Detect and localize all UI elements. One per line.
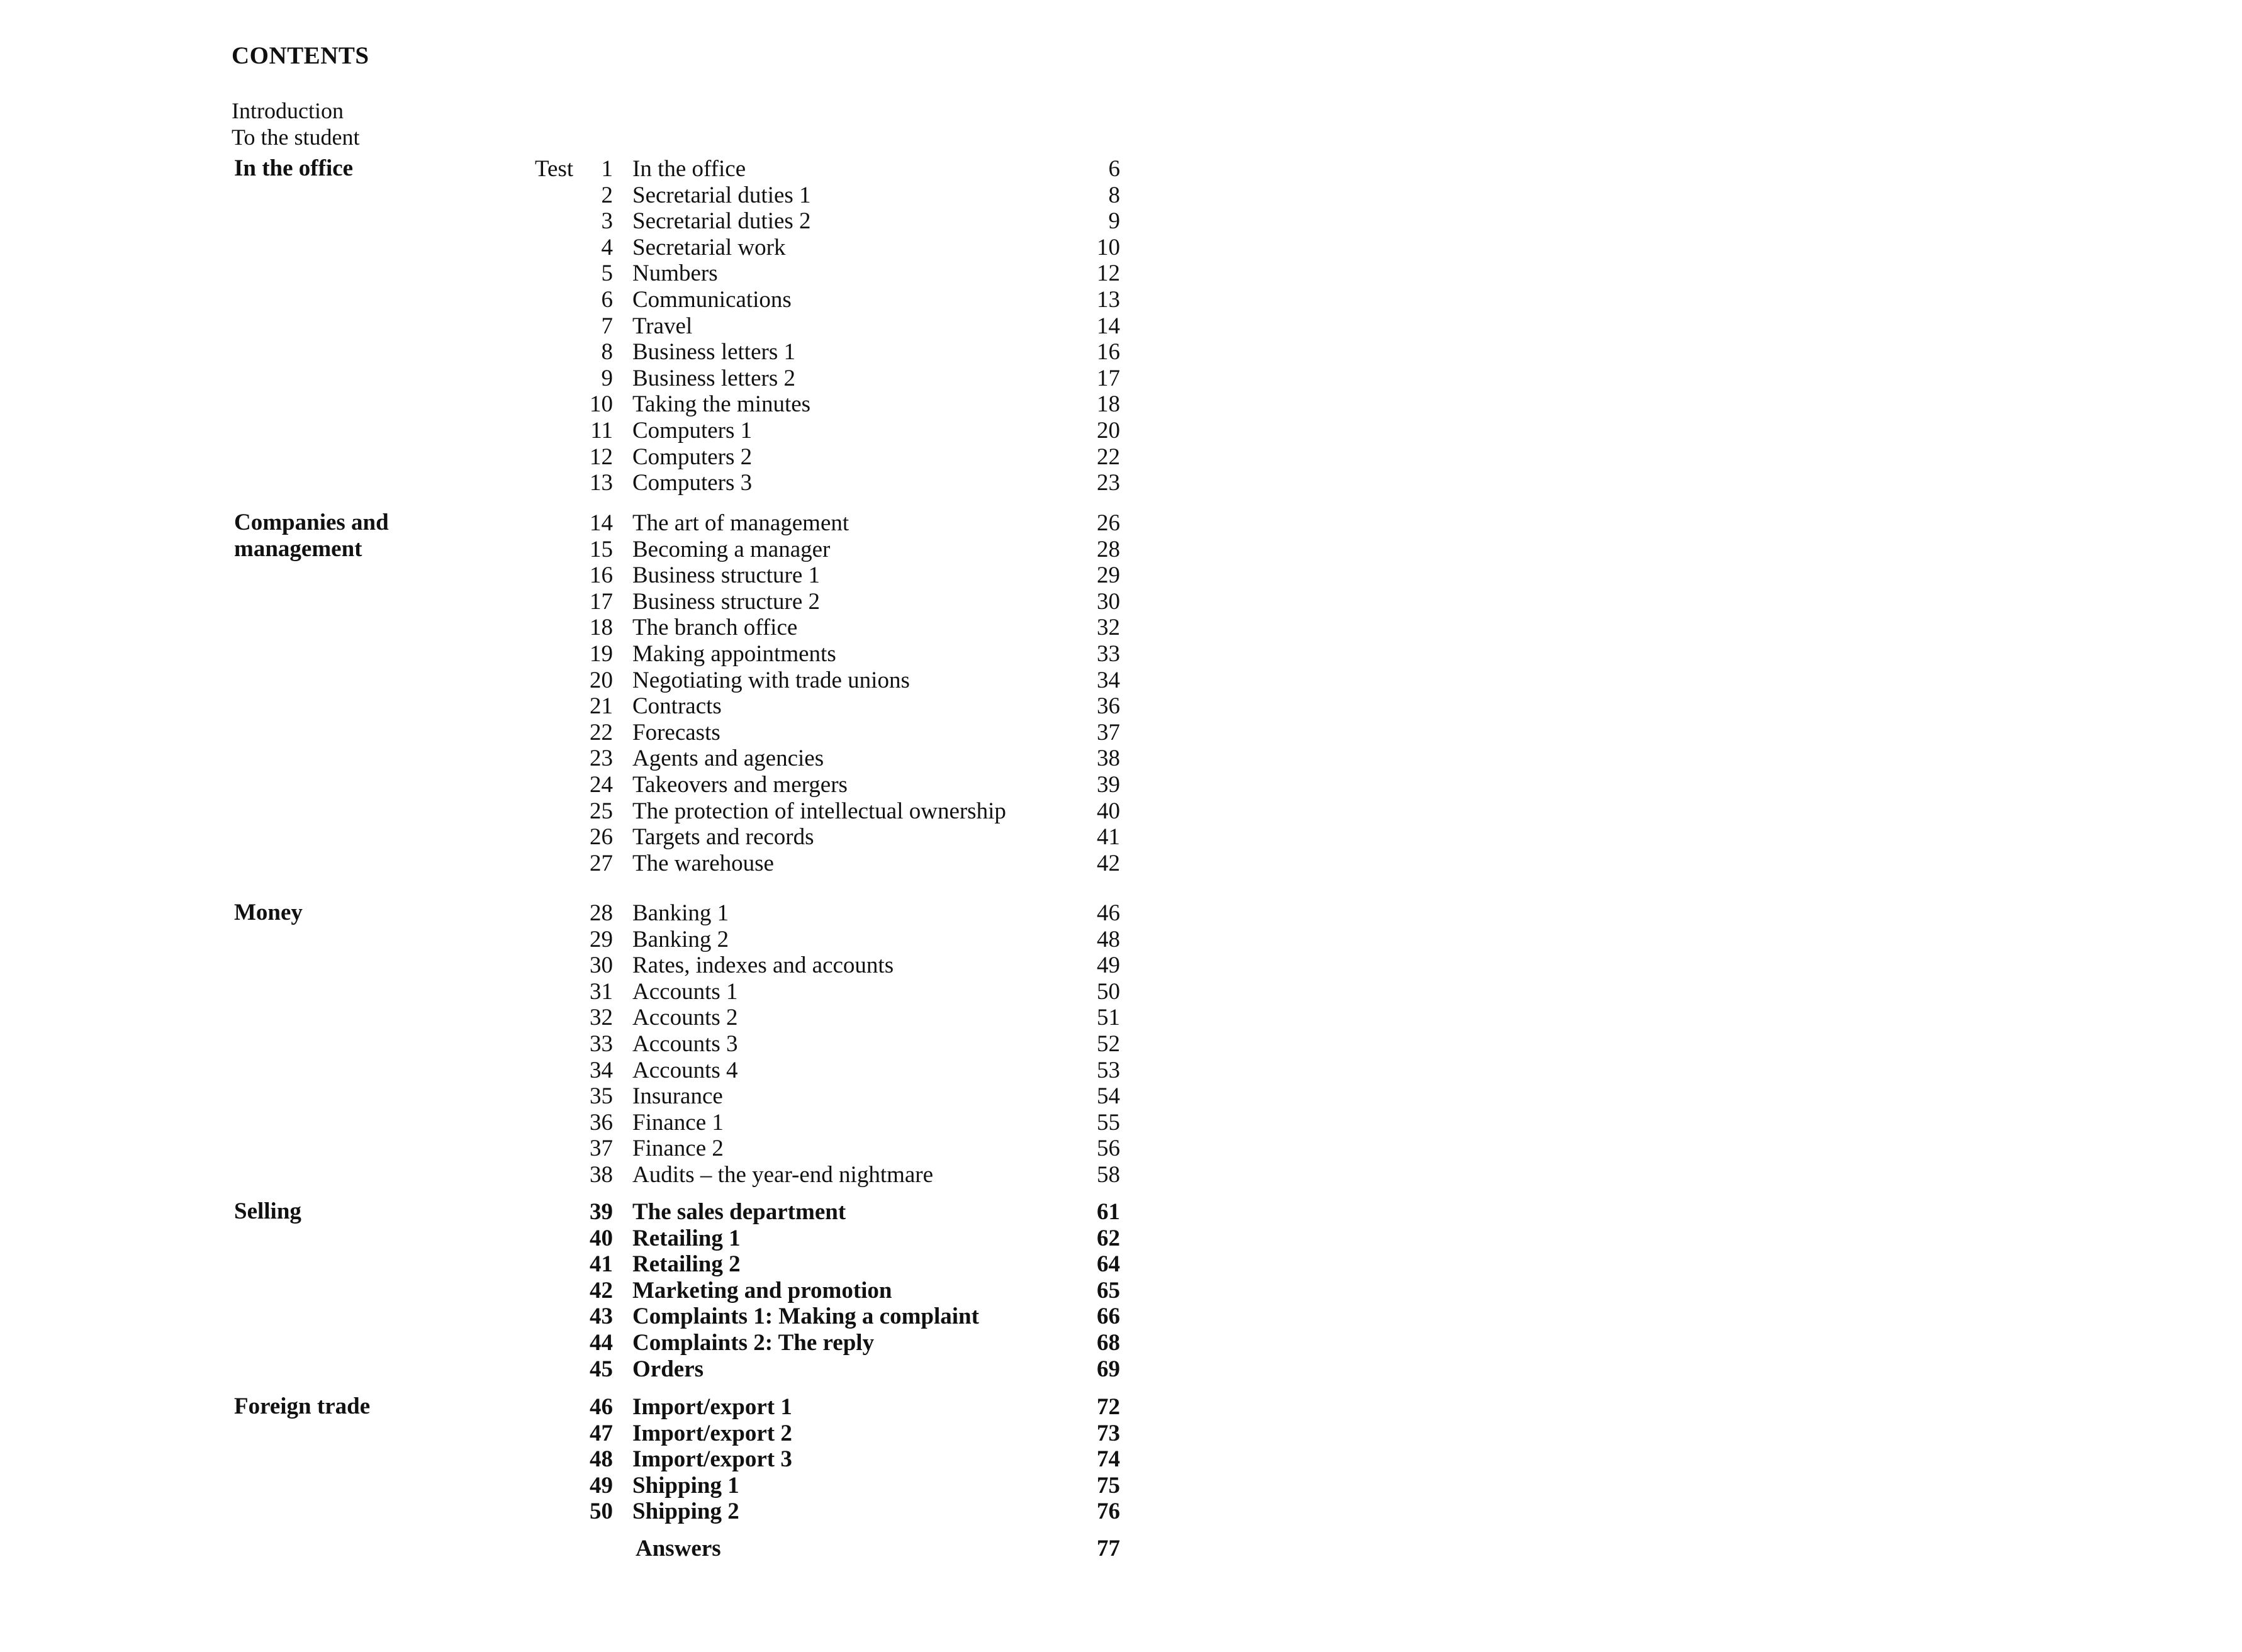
page-number: 38 (1097, 745, 1120, 771)
toc-entry[interactable] (0, 1393, 2242, 1420)
entry-title: Import/export 3 (632, 1446, 792, 1472)
entry-title: Shipping 2 (632, 1499, 739, 1524)
test-number: 17 (590, 589, 613, 615)
section-heading: management (234, 536, 362, 562)
page-number: 33 (1097, 641, 1120, 667)
page-number: 49 (1097, 952, 1120, 978)
toc-entry[interactable] (0, 1277, 2242, 1303)
page-number: 40 (1097, 798, 1120, 824)
entry-title: Rates, indexes and accounts (632, 952, 894, 978)
test-number: 42 (590, 1278, 613, 1303)
toc-entry[interactable] (0, 365, 2242, 391)
entry-title: Import/export 1 (632, 1394, 792, 1420)
page-number: 58 (1097, 1162, 1120, 1188)
test-number: 13 (590, 470, 613, 496)
page-number: 23 (1097, 470, 1120, 496)
test-number: 4 (601, 235, 613, 260)
entry-title: Targets and records (632, 824, 814, 850)
toc-entry[interactable] (0, 823, 2242, 850)
test-number: 44 (590, 1330, 613, 1356)
entry-title: Import/export 2 (632, 1420, 792, 1446)
toc-entry[interactable] (0, 798, 2242, 824)
test-number: 18 (590, 615, 613, 640)
page-number: 65 (1097, 1278, 1120, 1303)
entry-title: Computers 2 (632, 444, 753, 470)
toc-entry[interactable] (0, 588, 2242, 615)
toc-entry[interactable] (0, 286, 2242, 313)
test-number: 5 (601, 260, 613, 286)
test-number: 37 (590, 1136, 613, 1161)
page-number: 9 (1108, 208, 1120, 234)
entry-title: Orders (632, 1356, 704, 1382)
page-number: 30 (1097, 589, 1120, 615)
entry-title: Finance 1 (632, 1110, 724, 1136)
toc-entry[interactable] (0, 208, 2242, 234)
test-number: 34 (590, 1058, 613, 1083)
page-number: 12 (1097, 260, 1120, 286)
page-number: 75 (1097, 1473, 1120, 1499)
entry-title: Travel (632, 313, 693, 339)
toc-entry[interactable] (0, 1057, 2242, 1083)
entry-title: Agents and agencies (632, 745, 824, 771)
test-number: 47 (590, 1420, 613, 1446)
toc-entry[interactable] (0, 900, 2242, 926)
page-number: 29 (1097, 562, 1120, 588)
toc-entry[interactable] (0, 1303, 2242, 1329)
answers-title: Answers (636, 1536, 721, 1561)
toc-entry[interactable] (0, 260, 2242, 286)
test-number: 23 (590, 745, 613, 771)
contents-title: CONTENTS (232, 42, 369, 69)
page-number: 32 (1097, 615, 1120, 640)
page-number: 55 (1097, 1110, 1120, 1136)
page-number: 53 (1097, 1058, 1120, 1083)
test-number: 19 (590, 641, 613, 667)
toc-entry[interactable] (0, 719, 2242, 745)
entry-title: Finance 2 (632, 1136, 724, 1161)
test-number: 40 (590, 1225, 613, 1251)
test-number: 41 (590, 1251, 613, 1277)
toc-entry[interactable] (0, 771, 2242, 798)
toc-entry[interactable] (0, 1420, 2242, 1446)
page-number: 20 (1097, 418, 1120, 444)
entry-title: Secretarial work (632, 235, 786, 260)
test-number: 38 (590, 1162, 613, 1188)
page-number: 34 (1097, 667, 1120, 693)
toc-entry[interactable] (0, 1498, 2242, 1524)
test-number: 7 (601, 313, 613, 339)
entry-title: Accounts 3 (632, 1031, 738, 1057)
test-number: 49 (590, 1473, 613, 1499)
test-number: 29 (590, 927, 613, 952)
page-number: 66 (1097, 1303, 1120, 1329)
entry-title: The warehouse (632, 851, 774, 876)
page-number: 41 (1097, 824, 1120, 850)
page-number: 69 (1097, 1356, 1120, 1382)
page-number: 37 (1097, 720, 1120, 745)
page-number: 39 (1097, 772, 1120, 798)
entry-title: The protection of intellectual ownership (632, 798, 1006, 824)
toc-entry[interactable] (0, 1225, 2242, 1251)
page-number: 50 (1097, 979, 1120, 1005)
page-number: 22 (1097, 444, 1120, 470)
entry-title: Computers 3 (632, 470, 753, 496)
entry-title: Audits – the year-end nightmare (632, 1162, 934, 1188)
toc-entry[interactable] (0, 978, 2242, 1005)
page-number: 8 (1108, 182, 1120, 208)
test-number: 36 (590, 1110, 613, 1136)
entry-title: Accounts 4 (632, 1058, 738, 1083)
entry-title: Business letters 1 (632, 339, 795, 365)
section-heading: Money (234, 900, 303, 925)
toc-entry[interactable] (0, 1446, 2242, 1472)
section-heading: Selling (234, 1198, 301, 1224)
page-number: 26 (1097, 510, 1120, 536)
test-number: 11 (590, 418, 613, 444)
page-number: 68 (1097, 1330, 1120, 1356)
section-heading: Foreign trade (234, 1393, 371, 1419)
toc-entry[interactable] (0, 1109, 2242, 1136)
entry-title: Business structure 1 (632, 562, 821, 588)
entry-title: Shipping 1 (632, 1473, 739, 1499)
toc-entry[interactable] (0, 1251, 2242, 1277)
test-number: 39 (590, 1199, 613, 1225)
answers-page-number: 77 (1097, 1536, 1120, 1561)
entry-title: Banking 1 (632, 900, 729, 926)
toc-entry[interactable] (0, 614, 2242, 640)
test-number: 46 (590, 1394, 613, 1420)
toc-entry[interactable] (0, 745, 2242, 771)
toc-entry[interactable] (0, 1135, 2242, 1161)
entry-title: The sales department (632, 1199, 846, 1225)
page-number: 76 (1097, 1499, 1120, 1524)
page-number: 64 (1097, 1251, 1120, 1277)
intro-link-introduction[interactable]: Introduction (232, 98, 344, 123)
toc-entry[interactable] (0, 1161, 2242, 1188)
page-number: 6 (1108, 156, 1120, 182)
entry-title: The branch office (632, 615, 798, 640)
test-number: 45 (590, 1356, 613, 1382)
toc-entry[interactable] (0, 313, 2242, 339)
page-number: 61 (1097, 1199, 1120, 1225)
page-number: 16 (1097, 339, 1120, 365)
entry-title: Computers 1 (632, 418, 753, 444)
page-number: 28 (1097, 537, 1120, 562)
entry-title: In the office (632, 156, 746, 182)
entry-title: Insurance (632, 1083, 723, 1109)
toc-entry[interactable] (0, 510, 2242, 536)
entry-title: Negotiating with trade unions (632, 667, 910, 693)
section-heading: Companies and (234, 510, 389, 535)
test-number: 48 (590, 1446, 613, 1472)
toc-entry[interactable] (0, 640, 2242, 667)
entry-title: Accounts 2 (632, 1005, 738, 1030)
page-number: 62 (1097, 1225, 1120, 1251)
entry-title: Banking 2 (632, 927, 729, 952)
entry-title: Marketing and promotion (632, 1278, 892, 1303)
page-number: 13 (1097, 287, 1120, 313)
test-number: 25 (590, 798, 613, 824)
test-number: 50 (590, 1499, 613, 1524)
page-number: 56 (1097, 1136, 1120, 1161)
test-number: 26 (590, 824, 613, 850)
page-number: 73 (1097, 1420, 1120, 1446)
toc-entry[interactable] (0, 1198, 2242, 1225)
test-number: 6 (601, 287, 613, 313)
page-number: 46 (1097, 900, 1120, 926)
page-number: 10 (1097, 235, 1120, 260)
entry-title: Numbers (632, 260, 718, 286)
toc-entry[interactable] (0, 234, 2242, 260)
test-number: 22 (590, 720, 613, 745)
test-number: 43 (590, 1303, 613, 1329)
answers-entry[interactable] (0, 1535, 2242, 1561)
test-label: Test (535, 156, 574, 182)
test-number: 21 (590, 693, 613, 719)
test-number: 31 (590, 979, 613, 1005)
entry-title: Accounts 1 (632, 979, 738, 1005)
test-number: 8 (601, 339, 613, 365)
test-number: 32 (590, 1005, 613, 1030)
toc-entry[interactable] (0, 1004, 2242, 1030)
toc-entry[interactable] (0, 1329, 2242, 1356)
toc-entry[interactable] (0, 391, 2242, 417)
entry-title: Taking the minutes (632, 391, 811, 417)
entry-title: Business letters 2 (632, 366, 795, 391)
toc-entry[interactable] (0, 155, 2242, 182)
test-number: 35 (590, 1083, 613, 1109)
toc-entry[interactable] (0, 1356, 2242, 1382)
entry-title: Secretarial duties 1 (632, 182, 811, 208)
entry-title: Contracts (632, 693, 722, 719)
entry-title: The art of management (632, 510, 849, 536)
page-number: 36 (1097, 693, 1120, 719)
entry-title: Communications (632, 287, 792, 313)
entry-title: Complaints 2: The reply (632, 1330, 875, 1356)
toc-entry[interactable] (0, 536, 2242, 562)
page-number: 48 (1097, 927, 1120, 952)
page-number: 14 (1097, 313, 1120, 339)
entry-title: Secretarial duties 2 (632, 208, 811, 234)
test-number: 24 (590, 772, 613, 798)
toc-entry[interactable] (0, 444, 2242, 470)
test-number: 16 (590, 562, 613, 588)
section-heading: In the office (234, 155, 354, 181)
test-number: 9 (601, 366, 613, 391)
page-number: 72 (1097, 1394, 1120, 1420)
toc-entry[interactable] (0, 182, 2242, 208)
test-number: 20 (590, 667, 613, 693)
toc-entry[interactable] (0, 562, 2242, 588)
test-number: 2 (601, 182, 613, 208)
entry-title: Retailing 1 (632, 1225, 741, 1251)
test-number: 14 (590, 510, 613, 536)
toc-entry[interactable] (0, 1030, 2242, 1057)
test-number: 27 (590, 851, 613, 876)
page-number: 17 (1097, 366, 1120, 391)
toc-entry[interactable] (0, 926, 2242, 952)
test-number: 3 (601, 208, 613, 234)
toc-entry[interactable] (0, 1472, 2242, 1499)
page-number: 51 (1097, 1005, 1120, 1030)
test-number: 10 (590, 391, 613, 417)
toc-entry[interactable] (0, 693, 2242, 719)
entry-title: Business structure 2 (632, 589, 821, 615)
page-number: 74 (1097, 1446, 1120, 1472)
toc-entry[interactable] (0, 952, 2242, 978)
entry-title: Becoming a manager (632, 537, 831, 562)
page-number: 42 (1097, 851, 1120, 876)
toc-entry[interactable] (0, 850, 2242, 876)
test-number: 28 (590, 900, 613, 926)
toc-entry[interactable] (0, 1083, 2242, 1109)
toc-entry[interactable] (0, 469, 2242, 496)
entry-title: Making appointments (632, 641, 836, 667)
toc-entry[interactable] (0, 338, 2242, 365)
test-number: 1 (601, 156, 613, 182)
test-number: 12 (590, 444, 613, 470)
toc-entry[interactable] (0, 667, 2242, 693)
entry-title: Takeovers and mergers (632, 772, 848, 798)
entry-title: Forecasts (632, 720, 720, 745)
entry-title: Retailing 2 (632, 1251, 741, 1277)
test-number: 33 (590, 1031, 613, 1057)
intro-link-to-the-student[interactable]: To the student (232, 125, 360, 150)
page-number: 18 (1097, 391, 1120, 417)
page-number: 54 (1097, 1083, 1120, 1109)
toc-entry[interactable] (0, 417, 2242, 444)
test-number: 30 (590, 952, 613, 978)
entry-title: Complaints 1: Making a complaint (632, 1303, 979, 1329)
test-number: 15 (590, 537, 613, 562)
page-number: 52 (1097, 1031, 1120, 1057)
